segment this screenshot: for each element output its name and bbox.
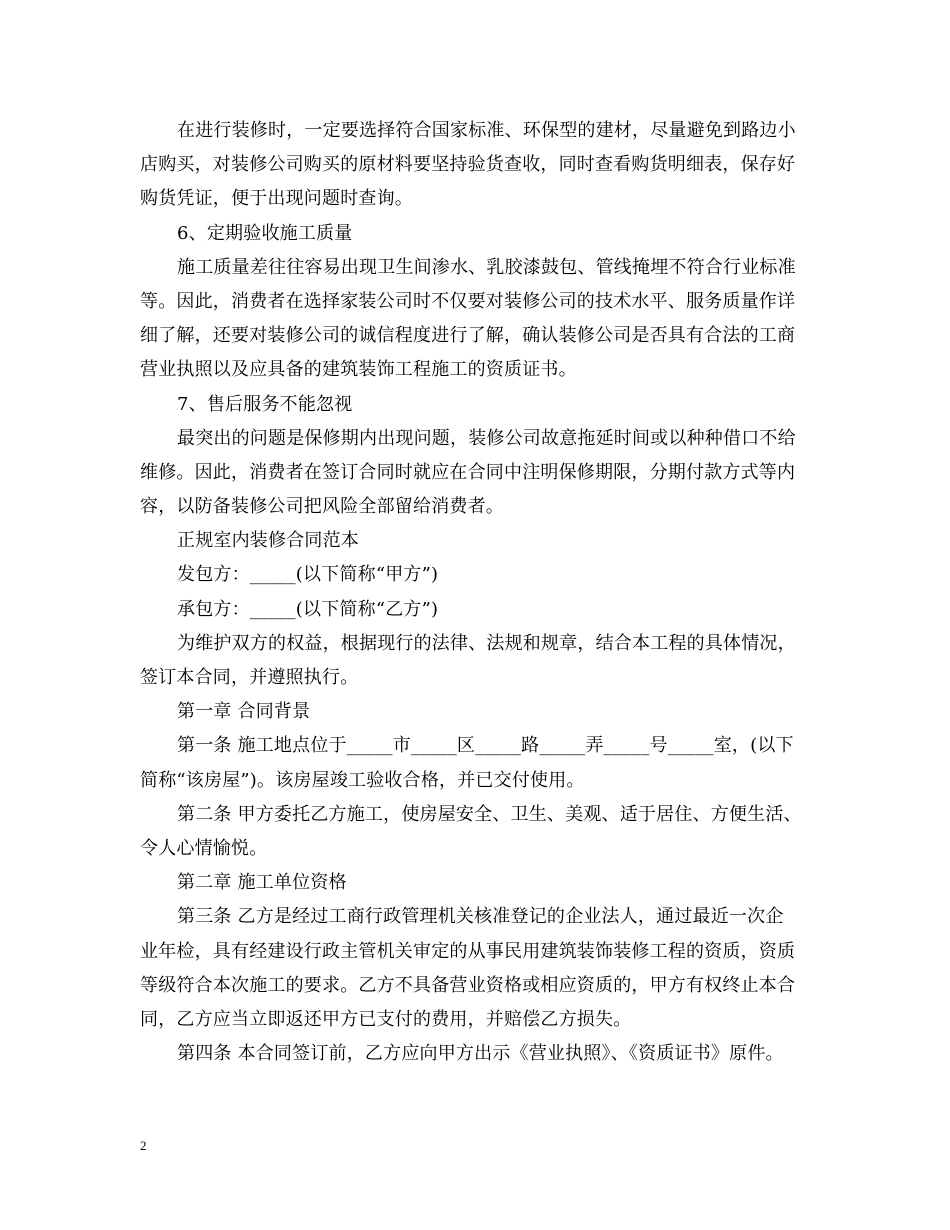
section-heading: 6、定期验收施工质量 (177, 222, 353, 244)
paragraph-line: 令人心情愉悦。 (140, 837, 268, 859)
paragraph-line: 简称“该房屋”)。该房屋竣工验收合格，并已交付使用。 (140, 769, 585, 791)
section-heading: 7、售后服务不能忽视 (177, 393, 353, 415)
paragraph-line: 等。因此，消费者在选择家装公司时不仅要对装修公司的技术水平、服务质量作详 (140, 290, 796, 312)
article-line: 第一条 施工地点位于_____市_____区_____路_____弄_____号_____室，(以下 (177, 735, 794, 757)
paragraph-line: 购货凭证，便于出现问题时查询。 (140, 188, 413, 210)
paragraph-line: 维修。因此，消费者在签订合同时就应在合同中注明保修期限，分期付款方式等内 (140, 461, 796, 483)
party-b-line: 承包方：_____(以下简称“乙方”) (177, 598, 439, 620)
article-line: 第四条 本合同签订前，乙方应向甲方出示《营业执照》、《资质证书》原件。 (177, 1043, 784, 1065)
document-body (140, 114, 812, 1071)
chapter-heading: 第二章 施工单位资格 (177, 872, 347, 894)
paragraph-line: 营业执照以及应具备的建筑装饰工程施工的资质证书。 (140, 359, 577, 381)
contract-title: 正规室内装修合同范本 (177, 530, 359, 552)
paragraph-line: 签订本合同，并遵照执行。 (140, 667, 359, 688)
paragraph-line: 施工质量差往往容易出现卫生间渗水、乳胶漆鼓包、管线掩埋不符合行业标准 (177, 256, 796, 278)
paragraph-line: 为维护双方的权益，根据现行的法律、法规和规章，结合本工程的具体情况， (177, 632, 796, 654)
party-a-line: 发包方：_____(以下简称“甲方”) (177, 564, 439, 586)
article-line: 第二条 甲方委托乙方施工，使房屋安全、卫生、美观、适于居住、方便生活、 (177, 803, 802, 825)
page-number: 2 (140, 1138, 147, 1153)
paragraph-line: 容，以防备装修公司把风险全部留给消费者。 (140, 496, 504, 518)
paragraph-line: 店购买，对装修公司购买的原材料要坚持验货查收，同时查看购货明细表，保存好 (140, 154, 796, 176)
paragraph-line: 细了解，还要对装修公司的诚信程度进行了解，确认装修公司是否具有合法的工商 (140, 325, 796, 347)
paragraph-line: 在进行装修时，一定要选择符合国家标准、环保型的建材，尽量避免到路边小 (177, 120, 796, 141)
paragraph-line: 同，乙方应当立即返还甲方已支付的费用，并赔偿乙方损失。 (140, 1008, 632, 1030)
paragraph-line: 业年检，具有经建设行政主管机关审定的从事民用建筑装饰装修工程的资质，资质 (140, 940, 796, 962)
paragraph-line: 等级符合本次施工的要求。乙方不具备营业资格或相应资质的，甲方有权终止本合 (140, 974, 796, 996)
paragraph-line: 最突出的问题是保修期内出现问题，装修公司故意拖延时间或以种种借口不给 (177, 427, 796, 449)
article-line: 第三条 乙方是经过工商行政管理机关核准登记的企业法人，通过最近一次企 (177, 906, 784, 928)
chapter-heading: 第一章 合同背景 (177, 701, 311, 723)
